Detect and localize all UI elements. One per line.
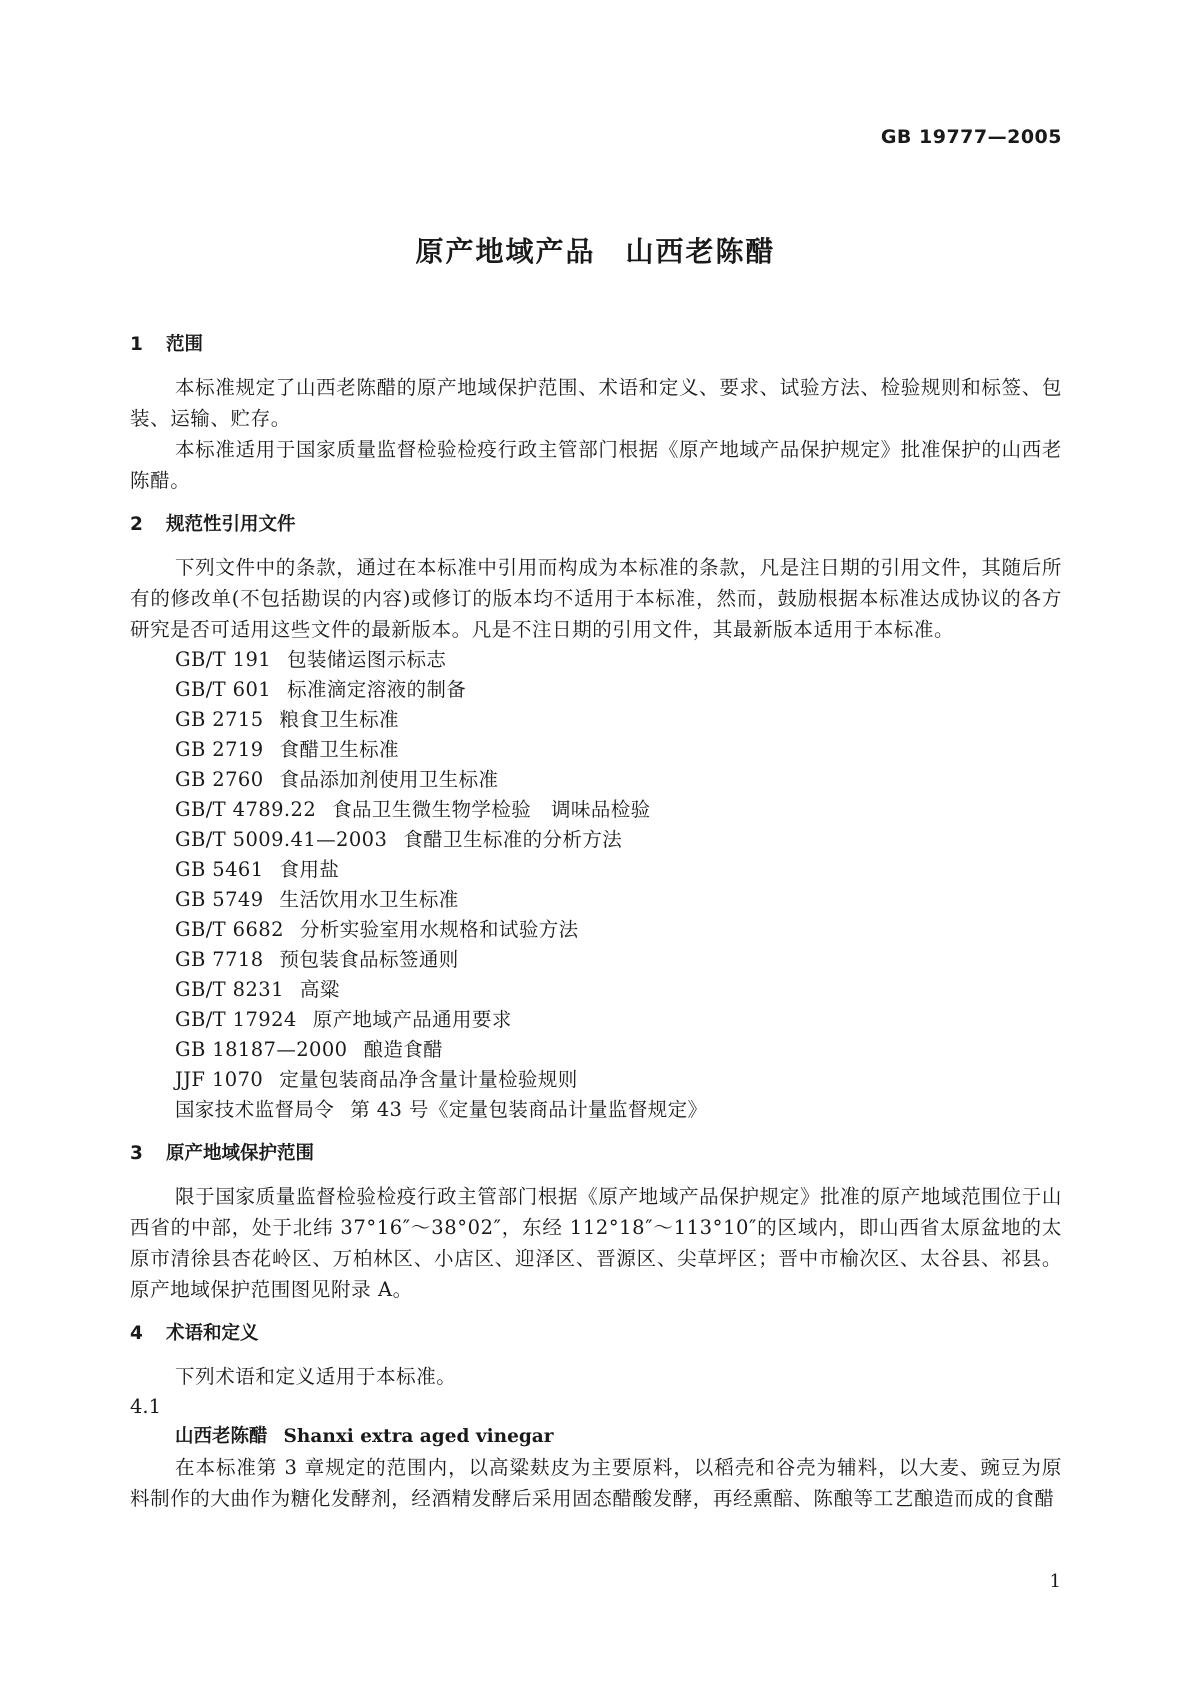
standard-code: GB 19777—2005 <box>880 126 1062 148</box>
section-3-heading <box>130 1139 1062 1169</box>
reference-item <box>130 885 1062 915</box>
reference-code: 国家技术监督局令 <box>175 1098 335 1121</box>
reference-code: JJF 1070 <box>175 1068 264 1091</box>
reference-title: 原产地域产品通用要求 <box>312 1008 512 1031</box>
reference-title: 第 43 号《定量包装商品计量监督规定》 <box>350 1098 708 1121</box>
section-3-paragraph: 限于国家质量监督检验检疫行政主管部门根据《原产地域产品保护规定》批准的原产地域范围位于山西省的中部，处于北纬 37°16″～38°02″，东经 112°18″～113°10″的区域内，即山西省太原盆地的太原市清徐县杏花岭区、万柏林区、小店区、迎泽区、晋源区、尖草坪区；晋中市榆次区、太谷县、祁县。原产地域保护范围图见附录 A。 <box>130 1185 1062 1301</box>
term-definition: 在本标准第 3 章规定的范围内，以高粱麸皮为主要原料，以稻壳和谷壳为辅料，以大麦、豌豆为原料制作的大曲作为糖化发酵剂，经酒精发酵后采用固态醋酸发酵，再经熏醅、陈酿等工艺酿造而成的食醋 <box>130 1456 1062 1510</box>
document-body <box>130 330 1062 1514</box>
section-4-intro: 下列术语和定义适用于本标准。 <box>175 1365 457 1388</box>
reference-item <box>130 675 1062 705</box>
reference-item <box>130 735 1062 765</box>
reference-title: 标准滴定溶液的制备 <box>287 678 467 701</box>
reference-title: 食醋卫生标准 <box>279 738 399 761</box>
section-title: 规范性引用文件 <box>166 514 296 535</box>
section-2-heading <box>130 510 1062 540</box>
reference-code: GB/T 6682 <box>175 918 284 941</box>
reference-title: 食品卫生微生物学检验 调味品检验 <box>332 798 651 821</box>
section-number: 2 <box>130 514 143 535</box>
term-entry <box>130 1422 1062 1452</box>
reference-code: GB 2715 <box>175 708 264 731</box>
reference-code: GB/T 8231 <box>175 978 284 1001</box>
section-2-intro: 下列文件中的条款，通过在本标准中引用而构成为本标准的条款，凡是注日期的引用文件，其随后所有的修改单(不包括勘误的内容)或修订的版本均不适用于本标准，然而，鼓励根据本标准达成协议的各方研究是否可适用这些文件的最新版本。凡是不注日期的引用文件，其最新版本适用于本标准。 <box>130 556 1062 641</box>
reference-code: GB/T 17924 <box>175 1008 297 1031</box>
section-1-paragraph: 本标准规定了山西老陈醋的原产地域保护范围、术语和定义、要求、试验方法、检验规则和标签、包装、运输、贮存。 <box>130 376 1062 430</box>
reference-code: GB 5749 <box>175 888 264 911</box>
reference-title: 预包装食品标签通则 <box>279 948 459 971</box>
reference-title: 高粱 <box>299 978 340 1001</box>
reference-code: GB 2760 <box>175 768 264 791</box>
reference-item <box>130 915 1062 945</box>
reference-item <box>130 645 1062 675</box>
term-chinese: 山西老陈醋 <box>175 1426 268 1447</box>
reference-item <box>130 975 1062 1005</box>
reference-code: GB/T 601 <box>175 678 272 701</box>
reference-title: 食品添加剂使用卫生标准 <box>279 768 499 791</box>
term-english: Shanxi extra aged vinegar <box>283 1426 554 1447</box>
reference-title: 酿造食醋 <box>363 1038 444 1061</box>
clause-number: 4.1 <box>130 1395 162 1418</box>
section-title: 术语和定义 <box>166 1323 259 1344</box>
reference-item <box>130 825 1062 855</box>
reference-title: 食用盐 <box>279 858 340 881</box>
reference-code: GB/T 191 <box>175 648 272 671</box>
normative-references-list <box>130 645 1062 1125</box>
section-1-heading <box>130 330 1062 360</box>
reference-code: GB 2719 <box>175 738 264 761</box>
page-number: 1 <box>1049 1571 1061 1592</box>
reference-item <box>130 705 1062 735</box>
section-number: 1 <box>130 334 143 355</box>
reference-title: 生活饮用水卫生标准 <box>279 888 459 911</box>
reference-title: 分析实验室用水规格和试验方法 <box>299 918 579 941</box>
reference-code: GB 7718 <box>175 948 264 971</box>
section-number: 3 <box>130 1143 143 1164</box>
reference-item <box>130 1095 1062 1125</box>
reference-item <box>130 795 1062 825</box>
reference-title: 粮食卫生标准 <box>279 708 399 731</box>
reference-item <box>130 1035 1062 1065</box>
section-4-heading <box>130 1319 1062 1349</box>
reference-code: GB 5461 <box>175 858 264 881</box>
section-1-paragraph: 本标准适用于国家质量监督检验检疫行政主管部门根据《原产地域产品保护规定》批准保护的山西老陈醋。 <box>130 438 1062 492</box>
document-title: 原产地域产品 山西老陈醋 <box>415 235 776 268</box>
reference-item <box>130 945 1062 975</box>
section-title: 范围 <box>166 334 204 355</box>
reference-title: 包装储运图示标志 <box>287 648 447 671</box>
section-title: 原产地域保护范围 <box>166 1143 315 1164</box>
reference-code: GB/T 4789.22 <box>175 798 317 821</box>
reference-item <box>130 765 1062 795</box>
reference-item <box>130 855 1062 885</box>
reference-title: 定量包装商品净含量计量检验规则 <box>279 1068 578 1091</box>
reference-item <box>130 1005 1062 1035</box>
reference-item <box>130 1065 1062 1095</box>
reference-code: GB 18187—2000 <box>175 1038 348 1061</box>
section-number: 4 <box>130 1323 143 1344</box>
reference-code: GB/T 5009.41—2003 <box>175 828 388 851</box>
reference-title: 食醋卫生标准的分析方法 <box>403 828 623 851</box>
